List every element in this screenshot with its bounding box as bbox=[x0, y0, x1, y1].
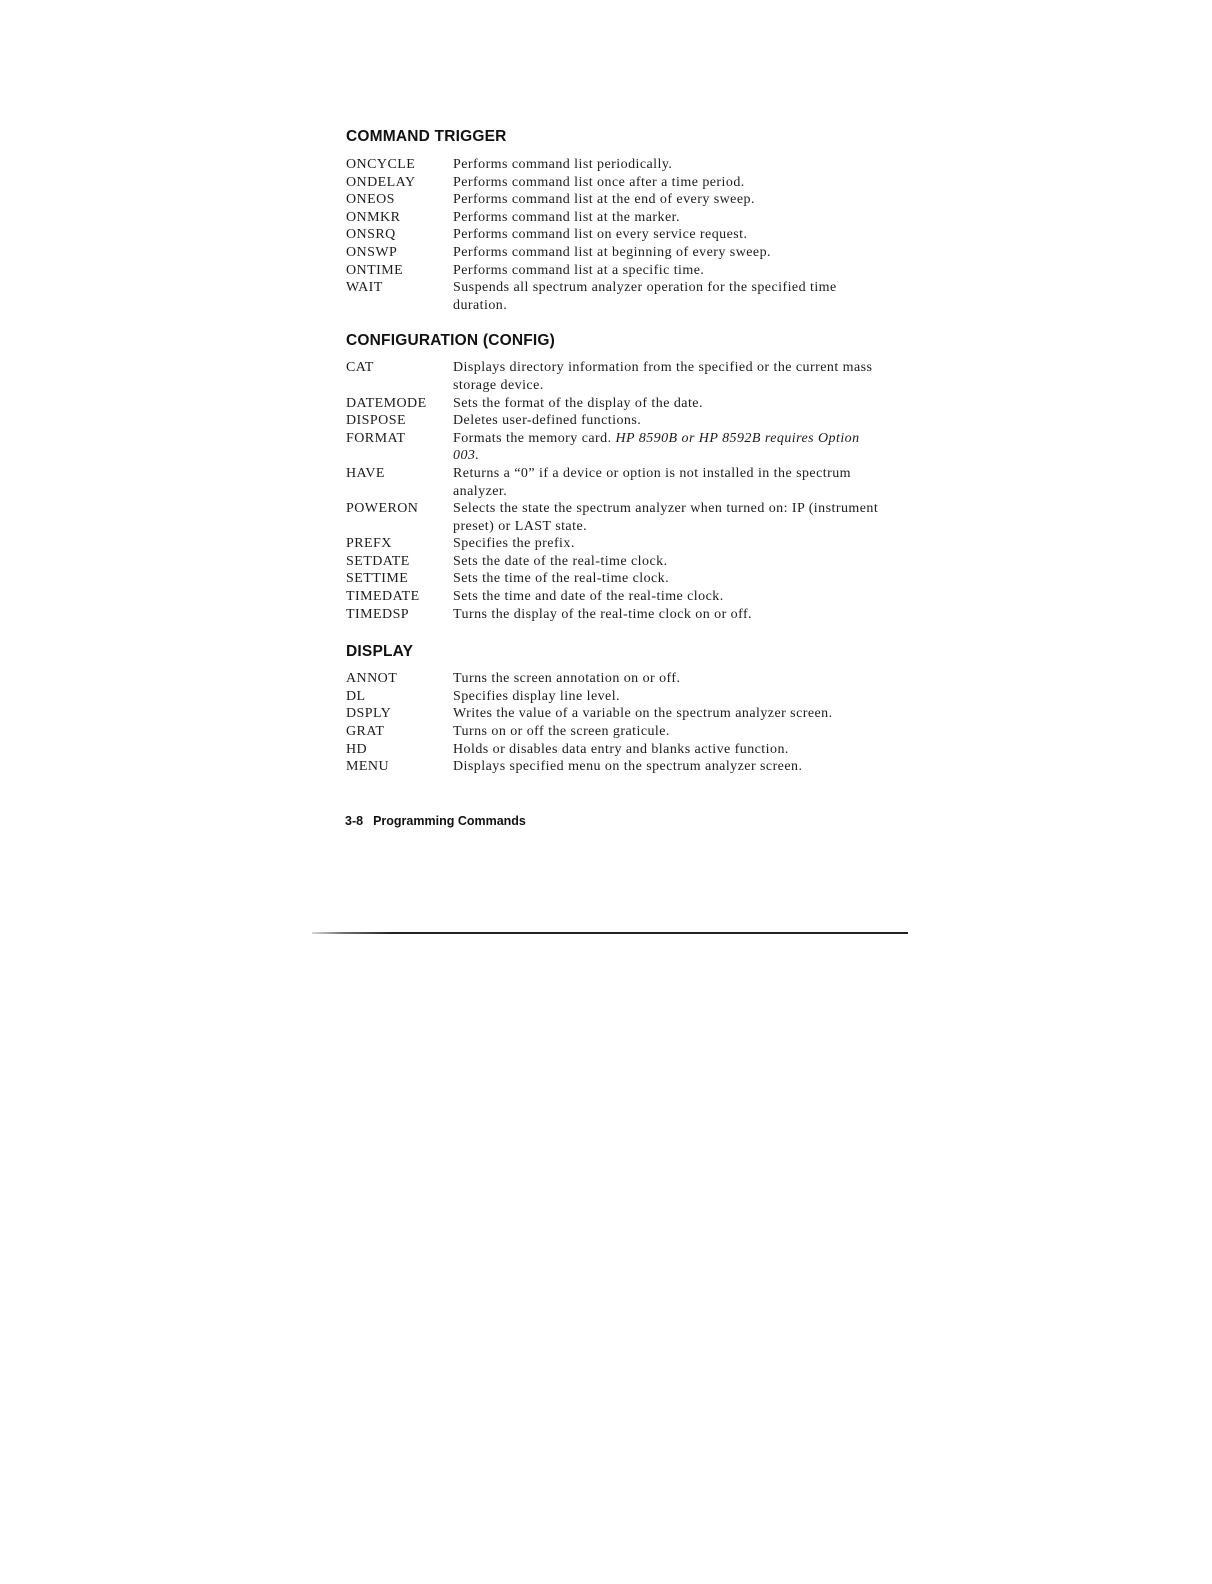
command-description: Specifies the prefix. bbox=[453, 536, 575, 552]
command-description: Performs command list once after a time period. bbox=[453, 174, 745, 190]
command-row bbox=[346, 156, 886, 174]
command-name: DISPOSE bbox=[346, 413, 406, 429]
command-row bbox=[346, 705, 886, 723]
command-name: CAT bbox=[346, 360, 374, 376]
command-row bbox=[346, 244, 886, 262]
command-name: PREFX bbox=[346, 536, 392, 552]
section-display bbox=[346, 643, 886, 776]
command-description: Suspends all spectrum analyzer operation for the specified time duration. bbox=[453, 280, 837, 313]
command-description: Sets the format of the display of the date. bbox=[453, 395, 703, 411]
command-row bbox=[346, 588, 886, 606]
command-description: Performs command list at beginning of every sweep. bbox=[453, 244, 771, 260]
command-row bbox=[346, 174, 886, 192]
command-name: GRAT bbox=[346, 724, 385, 740]
command-name: ONSWP bbox=[346, 244, 398, 260]
command-row bbox=[346, 688, 886, 706]
command-description: Performs command list on every service request. bbox=[453, 227, 748, 243]
command-row bbox=[346, 553, 886, 571]
command-description: Formats the memory card. bbox=[453, 430, 612, 446]
command-name: ONMKR bbox=[346, 209, 401, 225]
command-row bbox=[346, 606, 886, 624]
command-name: FORMAT bbox=[346, 430, 406, 446]
command-name: MENU bbox=[346, 759, 390, 775]
command-row bbox=[346, 570, 886, 588]
command-list bbox=[346, 156, 886, 314]
command-list bbox=[346, 359, 886, 623]
command-description: Performs command list at the marker. bbox=[453, 209, 680, 225]
bottom-rule bbox=[312, 932, 908, 934]
command-name: TIMEDATE bbox=[346, 589, 420, 605]
command-name: POWERON bbox=[346, 501, 419, 517]
command-row bbox=[346, 741, 886, 759]
section-heading: CONFIGURATION (CONFIG) bbox=[346, 332, 556, 350]
page-content bbox=[346, 128, 886, 776]
command-name: SETTIME bbox=[346, 571, 409, 587]
command-description: Turns on or off the screen graticule. bbox=[453, 724, 670, 740]
command-description: Writes the value of a variable on the spectrum analyzer screen. bbox=[453, 706, 833, 722]
command-row bbox=[346, 209, 886, 227]
option-note: HP 8590B or HP 8592B requires Option 003. bbox=[453, 430, 860, 464]
command-row bbox=[346, 670, 886, 688]
command-row bbox=[346, 430, 886, 465]
command-name: ONTIME bbox=[346, 262, 404, 278]
command-row bbox=[346, 226, 886, 244]
command-name: ONSRQ bbox=[346, 227, 396, 243]
command-description: Displays specified menu on the spectrum analyzer screen. bbox=[453, 759, 803, 775]
command-row bbox=[346, 465, 886, 500]
page-footer bbox=[345, 814, 526, 828]
command-description: Sets the time of the real-time clock. bbox=[453, 571, 670, 587]
command-row bbox=[346, 535, 886, 553]
command-description: Sets the date of the real-time clock. bbox=[453, 553, 668, 569]
command-description: Sets the time and date of the real-time clock. bbox=[453, 589, 724, 605]
command-name: SETDATE bbox=[346, 553, 410, 569]
command-description: Displays directory information from the specified or the current mass storage device. bbox=[453, 360, 873, 393]
command-name: ONDELAY bbox=[346, 174, 416, 190]
command-name: ONCYCLE bbox=[346, 157, 416, 172]
command-name: TIMEDSP bbox=[346, 606, 410, 622]
command-description: Selects the state the spectrum analyzer when turned on: IP (instrument preset) or LAST state. bbox=[453, 501, 879, 534]
command-description: Specifies display line level. bbox=[453, 688, 621, 704]
command-list bbox=[346, 670, 886, 776]
command-name: DSPLY bbox=[346, 706, 392, 722]
command-row bbox=[346, 500, 886, 535]
command-name: HD bbox=[346, 741, 368, 757]
command-description: Performs command list periodically. bbox=[453, 157, 673, 172]
command-row bbox=[346, 279, 886, 314]
command-description: Holds or disables data entry and blanks active function. bbox=[453, 741, 789, 757]
command-name: DL bbox=[346, 688, 366, 704]
command-description: Turns the display of the real-time clock on or off. bbox=[453, 606, 753, 622]
command-row bbox=[346, 262, 886, 280]
section-command-trigger bbox=[346, 128, 886, 314]
command-name: ANNOT bbox=[346, 671, 398, 687]
section-heading: DISPLAY bbox=[346, 643, 414, 661]
footer-title: Programming Commands bbox=[373, 814, 526, 828]
section-configuration bbox=[346, 332, 886, 623]
command-name: WAIT bbox=[346, 280, 383, 296]
command-description: Deletes user-defined functions. bbox=[453, 413, 642, 429]
page-number: 3-8 bbox=[345, 814, 364, 828]
command-row bbox=[346, 723, 886, 741]
command-description: Performs command list at the end of every sweep. bbox=[453, 192, 755, 208]
command-row bbox=[346, 359, 886, 394]
command-row bbox=[346, 758, 886, 776]
command-row bbox=[346, 191, 886, 209]
command-description: Turns the screen annotation on or off. bbox=[453, 671, 681, 687]
command-name: HAVE bbox=[346, 465, 385, 481]
section-heading: COMMAND TRIGGER bbox=[346, 128, 507, 145]
command-name: ONEOS bbox=[346, 192, 395, 208]
command-description-container bbox=[453, 430, 886, 465]
command-name: DATEMODE bbox=[346, 395, 427, 411]
command-row bbox=[346, 395, 886, 413]
command-row bbox=[346, 412, 886, 430]
command-description: Returns a “0” if a device or option is not installed in the spectrum analyzer. bbox=[453, 465, 852, 499]
command-description: Performs command list at a specific time. bbox=[453, 262, 705, 278]
